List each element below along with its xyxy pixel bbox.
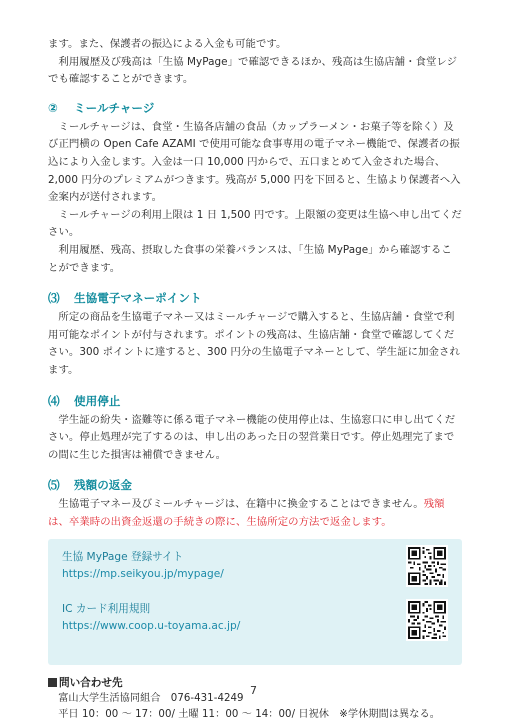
section-title: 使用停止: [74, 393, 121, 408]
section-number: ②: [48, 100, 58, 115]
intro-line: ます。また、保護者の振込による入金も可能です。: [48, 38, 287, 50]
meal-charge-paragraph: ミールチャージは、食堂・生協各店舗の食品（カップラーメン・お菓子等を除く）及び正門横の Open Cafe AZAMI で使用可能な食事専用の電子マネー機能で、保護者の振込により入金します。入金は一口 10,000 円からで、五口まとめて入金された場合、2,000 円分のプレミアムがつきます。残高が 5,000 円を下回ると、生協より保護者へ入金案内が送付されます。: [48, 120, 461, 204]
links-box: [48, 539, 462, 665]
section-heading-refund: [48, 476, 462, 494]
mypage-link-url[interactable]: https://mp.seikyou.jp/mypage/: [62, 568, 224, 581]
qr-code-icon: [406, 545, 448, 587]
qr-code-icon: [406, 599, 448, 641]
section-number: ⑸: [48, 478, 60, 493]
page-number: 7: [250, 684, 257, 697]
refund-paragraph: [48, 496, 462, 531]
section-title: 残額の返金: [74, 478, 132, 493]
suspension-paragraph: 学生証の紛失・盗難等に係る電子マネー機能の使用停止は、生協窓口に申し出てください。停止処理が完了するのは、申し出のあった日の翌営業日です。停止処理完了までの間に生じた損害は補償できません。: [48, 413, 456, 461]
refund-emphasis-text: 残額は、卒業時の出資金返還の手続きの際に、生協所定の方法で返金します。: [48, 498, 445, 528]
section-heading-suspension: [48, 392, 462, 410]
section-number: ⑷: [48, 393, 60, 408]
ic-rules-link-title: IC カード利用規則: [62, 603, 151, 616]
section-heading-meal-charge: [48, 99, 462, 117]
contact-section: [48, 675, 462, 723]
meal-charge-limit-paragraph: ミールチャージの利用上限は 1 日 1,500 円です。上限額の変更は生協へ申し出てください。: [48, 208, 462, 239]
intro-paragraph: 利用履歴及び残高は「生協 MyPage」で確認できるほか、残高は生協店舗・食堂レジでも確認することができます。: [48, 55, 458, 86]
ic-rules-link-entry: [62, 601, 240, 635]
mypage-link-title: 生協 MyPage 登録サイト: [62, 551, 184, 564]
section-title: 生協電子マネーポイント: [74, 291, 202, 306]
points-paragraph: 所定の商品を生協電子マネー又はミールチャージで購入すると、生協店舗・食堂で利用可能なポイントが付与されます。ポイントの残高は、生協店舗・食堂で確認してください。300 ポイントに達すると、300 円分の生協電子マネーとして、学生証に加金されます。: [48, 311, 460, 376]
contact-heading-text: 問い合わせ先: [59, 677, 123, 690]
page-content: [48, 36, 462, 723]
section-heading-points: [48, 289, 462, 307]
mypage-link-entry: [62, 549, 224, 583]
ic-rules-link-url[interactable]: https://www.coop.u-toyama.ac.jp/: [62, 620, 241, 633]
section-title: ミールチャージ: [74, 100, 155, 115]
contact-phone-line: 富山大学生活協同組合 076-431-4249: [58, 693, 244, 705]
refund-text: 生協電子マネー及びミールチャージは、在籍中に換金することはできません。: [58, 498, 424, 511]
meal-charge-history-paragraph: 利用履歴、残高、摂取した食事の栄養バランスは、「生協 MyPage」から確認することができます。: [48, 243, 452, 274]
contact-hours-line: 平日 10：00 ～ 17：00/ 土曜 11：00 ～ 14：00/ 日祝休 ※学休期間は異なる。: [58, 709, 441, 721]
section-number: ⑶: [48, 291, 60, 306]
